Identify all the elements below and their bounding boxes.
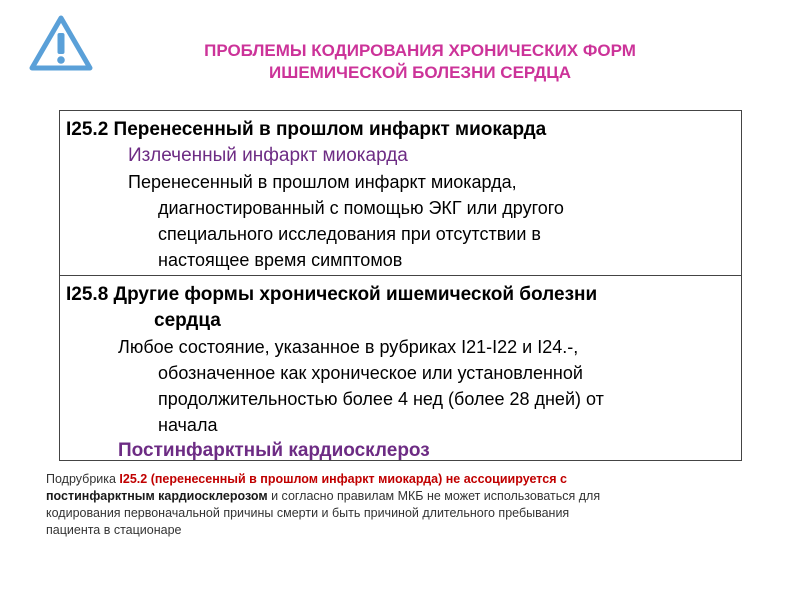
title-line-2: ИШЕМИЧЕСКОЙ БОЛЕЗНИ СЕРДЦА	[269, 63, 571, 82]
description-line: Перенесенный в прошлом инфаркт миокарда,	[128, 172, 517, 192]
warning-triangle-icon	[28, 14, 94, 72]
footnote-line-4: пациента в стационаре	[46, 523, 182, 537]
footnote-highlight-bold: постинфарктным кардиосклерозом	[46, 489, 268, 503]
code-heading: I25.2 Перенесенный в прошлом инфаркт миокарда	[66, 119, 547, 140]
footnote	[46, 471, 746, 539]
subheading: Излеченный инфаркт миокарда	[128, 145, 408, 166]
icd-code-table	[59, 110, 742, 461]
description-line: начала	[158, 415, 218, 435]
footer-term: Постинфарктный кардиосклероз	[118, 440, 430, 461]
description-line: диагностированный с помощью ЭКГ или другого	[158, 198, 564, 218]
table-row-i25-2	[60, 111, 741, 276]
description-line: специального исследования при отсутствии в	[158, 224, 541, 244]
code-heading-continuation: сердца	[154, 310, 221, 331]
footnote-prefix: Подрубрика	[46, 472, 120, 486]
page-title	[120, 40, 720, 84]
table-row-i25-8	[60, 276, 741, 461]
title-line-1: ПРОБЛЕМЫ КОДИРОВАНИЯ ХРОНИЧЕСКИХ ФОРМ	[204, 41, 636, 60]
footnote-line-3: кодирования первоначальной причины смерти и быть причиной длительного пребывания	[46, 506, 570, 520]
code-heading: I25.8 Другие формы хронической ишемической болезни	[66, 284, 598, 305]
description-line: Любое состояние, указанное в рубриках I21-I22 и I24.-,	[118, 337, 579, 357]
description-line: обозначенное как хроническое или установленной	[158, 363, 583, 383]
description-line: продолжительностью более 4 нед (более 28 дней) от	[158, 389, 604, 409]
footnote-text: и согласно правилам МКБ не может использоваться для	[267, 489, 601, 503]
description-line: настоящее время симптомов	[158, 250, 403, 270]
footnote-highlight-red: I25.2 (перенесенный в прошлом инфаркт миокарда) не ассоциируется с	[119, 472, 567, 486]
